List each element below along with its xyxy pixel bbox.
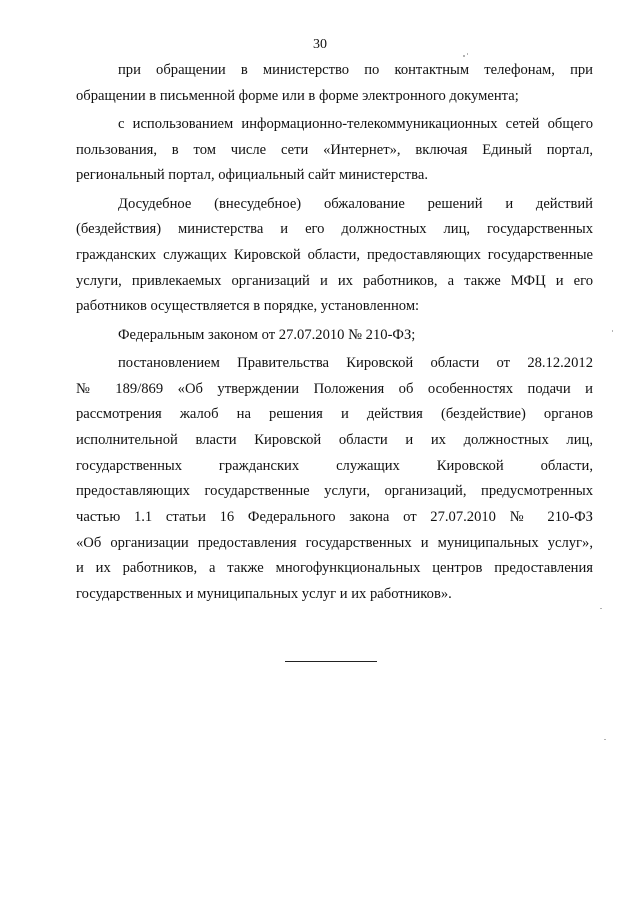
paragraph-line: рассмотрения жалоб на решения и действия (бездействие) органов bbox=[76, 406, 593, 423]
document-body bbox=[76, 58, 593, 608]
paragraph-line: «Об организации предоставления государственных и муниципальных услуг», bbox=[76, 534, 593, 551]
paragraph-line: и их работников, а также многофункциональных центров предоставления bbox=[76, 560, 593, 577]
paragraph-line: постановлением Правительства Кировской области от 28.12.2012 bbox=[118, 354, 593, 371]
paragraph-line: Досудебное (внесудебное) обжалование решений и действий bbox=[118, 195, 593, 212]
scan-speck bbox=[612, 330, 613, 332]
paragraph-line: работников осуществляется в порядке, установленном: bbox=[76, 298, 420, 315]
paragraph-line: предоставляющих государственные услуги, организаций, предусмотренных bbox=[76, 483, 593, 500]
paragraph-line: обращении в письменной форме или в форме электронного документа; bbox=[76, 87, 519, 104]
paragraph-line: региональный портал, официальный сайт министерства. bbox=[76, 167, 428, 184]
end-of-document-rule bbox=[285, 661, 377, 662]
paragraph-line: Федеральным законом от 27.07.2010 № 210-ФЗ; bbox=[118, 326, 416, 343]
paragraph-line: государственных гражданских служащих Кировской области, bbox=[76, 457, 593, 474]
paragraph-line: государственных и муниципальных услуг и их работников». bbox=[76, 586, 452, 603]
paragraph-line: при обращении в министерство по контактным телефонам, при bbox=[118, 62, 593, 78]
paragraph-line: гражданских служащих Кировской области, предоставляющих государственные bbox=[76, 247, 593, 263]
paragraph-government-resolution bbox=[76, 351, 593, 608]
paragraph-line: с использованием информационно-телекоммуникационных сетей общего bbox=[118, 115, 593, 132]
paragraph-pretrial-appeal bbox=[76, 192, 593, 320]
scan-speck bbox=[467, 53, 468, 55]
scan-speck bbox=[600, 608, 602, 609]
scan-speck bbox=[463, 55, 465, 57]
paragraph-federal-law bbox=[76, 323, 593, 349]
paragraph-line: пользования, в том числе сети «Интернет», включая Единый портал, bbox=[76, 141, 593, 158]
paragraph-line: частью 1.1 статьи 16 Федерального закона от 27.07.2010 № 210-ФЗ bbox=[76, 509, 593, 526]
paragraph-internet-methods bbox=[76, 112, 593, 189]
paragraph-contact-methods bbox=[76, 58, 593, 109]
page-number: 30 bbox=[313, 37, 327, 52]
paragraph-line: (бездействия) министерства и его должностных лиц, государственных bbox=[76, 221, 593, 238]
paragraph-line: услуги, привлекаемых организаций и их работников, а также МФЦ и его bbox=[76, 272, 593, 289]
scan-speck bbox=[604, 739, 606, 740]
paragraph-line: исполнительной власти Кировской области и их должностных лиц, bbox=[76, 432, 593, 448]
paragraph-line: № 189/869 «Об утверждении Положения об особенностях подачи и bbox=[76, 380, 593, 397]
